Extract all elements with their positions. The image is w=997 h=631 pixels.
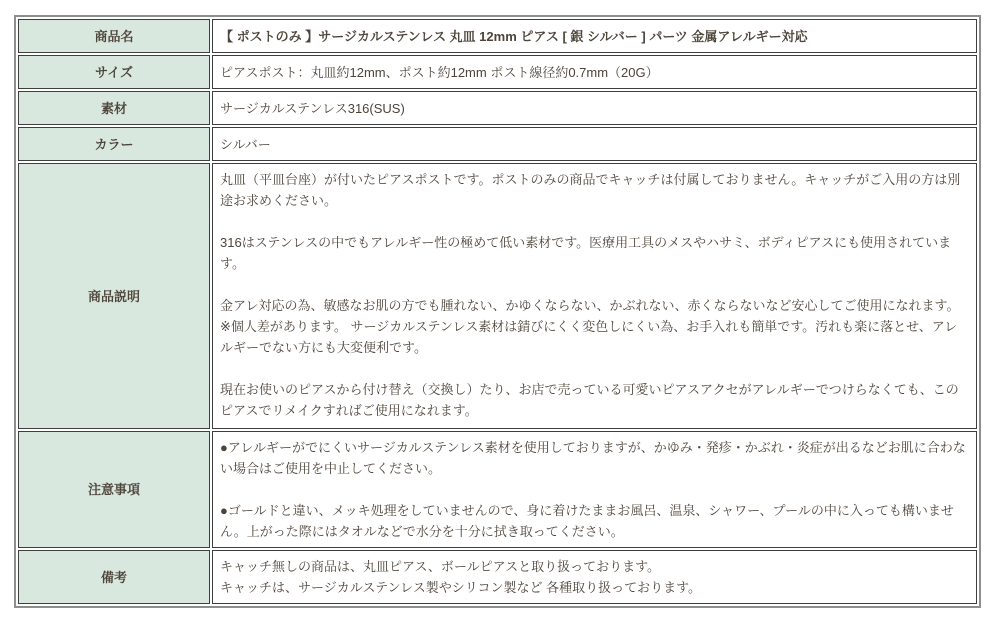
row-label-color: カラー [18,127,210,161]
spec-row-caution [18,431,977,548]
product-name-text: 【 ポストのみ 】サージカルステンレス 丸皿 12mm ピアス [ 銀 シルバー ] パーツ 金属アレルギー対応 [220,28,808,44]
description-paragraph: 金アレ対応の為、敏感なお肌の方でも腫れない、かゆくならない、かぶれない、赤くならないなど安心してご使用になれます。※個人差があります。 サージカルステンレス素材は錆びにくく変色しにくい為、お手入れも簡単です。汚れも楽に落とせ、アレルギーでない方にも大変便利です。 [220,298,960,355]
row-value-remarks [212,550,977,604]
material-text: サージカルステンレス316(SUS) [220,100,405,116]
description-paragraph: 316はステンレスの中でもアレルギー性の極めて低い素材です。医療用工具のメスやハサミ、ボディピアスにも使用されています。 [220,235,952,271]
remarks-paragraph: キャッチは、サージカルステンレス製やシリコン製など 各種取り扱っております。 [220,580,702,595]
product-spec-table [14,15,981,608]
row-label-caution: 注意事項 [18,431,210,548]
row-label-description: 商品説明 [18,163,210,429]
row-value-description [212,163,977,429]
row-value-color [212,127,977,161]
row-value-size [212,55,977,89]
size-text: ピアスポスト：丸皿約12mm、ポスト約12mm ポスト線径約0.7mm（20G） [220,64,659,80]
row-label-material: 素材 [18,91,210,125]
color-text: シルバー [220,136,271,152]
spec-row-description [18,163,977,429]
caution-paragraph: ●アレルギーがでにくいサージカルステンレス素材を使用しておりますが、かゆみ・発疹・かぶれ・炎症が出るなどお肌に合わない場合はご使用を中止してください。 [220,440,966,476]
caution-paragraph: ●ゴールドと違い、メッキ処理をしていませんので、身に着けたままお風呂、温泉、シャワー、プールの中に入っても構いません。上がった際にはタオルなどで水分を十分に拭き取ってください。 [220,503,954,539]
spec-row-remarks [18,550,977,604]
row-value-product-name [212,19,977,53]
spec-row-material [18,91,977,125]
description-paragraph: 丸皿（平皿台座）が付いたピアスポストです。ポストのみの商品でキャッチは付属しておりません。キャッチがご入用の方は別途お求めください。 [220,172,961,208]
description-paragraph: 現在お使いのピアスから付け替え（交換し）たり、お店で売っている可愛いピアスアクセがアレルギーでつけらなくても、このピアスでリメイクすればご使用になれます。 [220,382,959,418]
spec-row-color [18,127,977,161]
row-value-material [212,91,977,125]
row-value-caution [212,431,977,548]
spec-row-size [18,55,977,89]
remarks-paragraph: キャッチ無しの商品は、丸皿ピアス、ボールピアスと取り扱っております。 [220,559,661,574]
row-label-product-name: 商品名 [18,19,210,53]
row-label-remarks: 備考 [18,550,210,604]
spec-row-product-name [18,19,977,53]
row-label-size: サイズ [18,55,210,89]
